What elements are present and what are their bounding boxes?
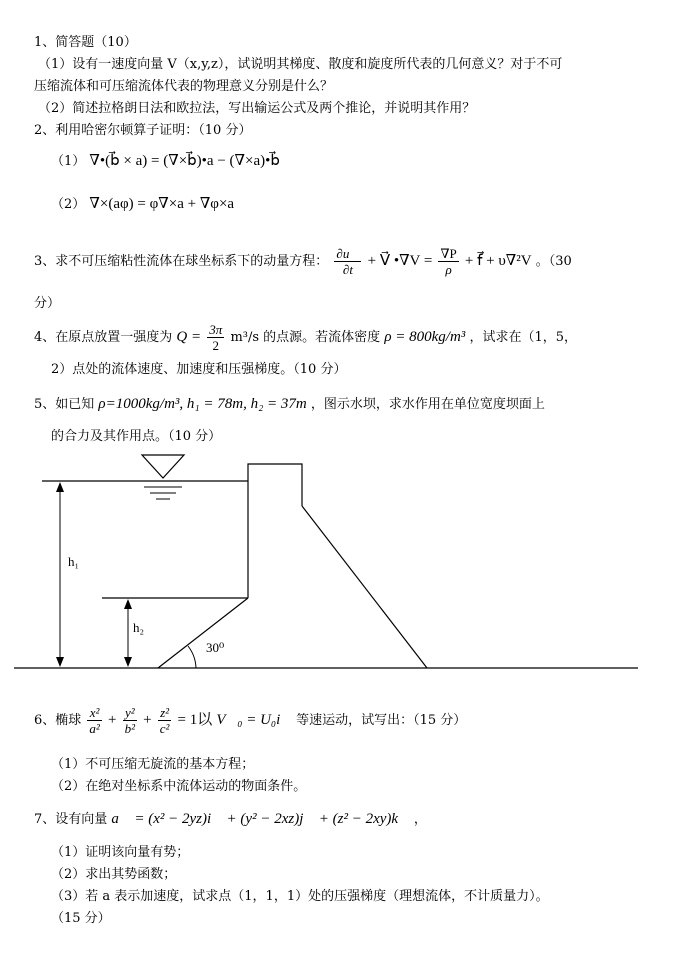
q2-sub1 xyxy=(51,153,280,170)
q3-score-end: 分） xyxy=(34,296,61,311)
q7-score: （15 分） xyxy=(51,911,111,926)
q4-density: ρ = 800kg/m³ xyxy=(384,329,466,345)
q1-part1-line2: 压缩流体和可压缩流体代表的物理意义分别是什么？ xyxy=(34,79,334,94)
q6-velocity: V⃗₀ = U₀i⃗ xyxy=(216,712,292,728)
q4-line1-a: 4、在原点放置一强度为 xyxy=(34,330,173,345)
q4-q-symbol: Q = xyxy=(176,329,202,345)
q6-sub1: （1）不可压缩无旋流的基本方程； xyxy=(51,757,255,772)
h2-arrow-top xyxy=(124,599,132,609)
q6-plus-1: + xyxy=(107,712,117,728)
q4-line1-d: ，试求在（1，5， xyxy=(469,330,577,345)
q2-title: 2、利用哈密尔顿算子证明：（10 分） xyxy=(34,123,252,138)
angle-arc xyxy=(188,646,196,668)
q4-fraction-3pi-2: $\frac{3\pi}{2}$ xyxy=(209,322,223,353)
angle-label: 30⁰ xyxy=(206,640,225,655)
water-level-marker xyxy=(142,455,184,478)
q7-sub1: （1）证明该向量有势； xyxy=(51,845,190,860)
dam-inclined-toe xyxy=(158,598,248,668)
q7-suffix: ， xyxy=(413,812,427,827)
q1-part1-line1: （1）设有一速度向量 V（x,y,z），试说明其梯度、散度和旋度所代表的几何意义？对于不可 xyxy=(38,57,563,72)
q2-sub1-formula: ∇•(b⃗ × a) = (∇×b⃗)•a − (∇×a)•b⃗ xyxy=(89,153,280,169)
h1-arrow-top xyxy=(56,482,64,492)
q6-suffix: 等速运动，试写出：（15 分） xyxy=(296,713,467,728)
q6-plus-2: + xyxy=(143,712,152,728)
q2-sub1-label: （1） xyxy=(51,154,86,169)
q3-prefix: 3、求不可压缩粘性流体在球坐标系下的动量方程： xyxy=(34,254,329,269)
q2-sub2-label: （2） xyxy=(51,197,86,212)
dam-figure xyxy=(0,448,679,680)
q6-prefix: 6、椭球 xyxy=(34,713,82,728)
q3-score: 。（30 xyxy=(535,254,572,269)
q5-given-values: ρ=1000kg/m³, h₁ = 78m, h₂ = 37m xyxy=(98,396,307,412)
q7-sub3: （3）若 a 表示加速度，试求点（1，1，1）处的压强梯度（理想流体，不计质量力）。 xyxy=(51,889,549,904)
q2-sub2-formula: ∇×(aφ) = φ∇×a + ∇φ×a xyxy=(89,196,235,212)
q5-line1-a: 5、如已知 xyxy=(34,397,95,412)
dam-body xyxy=(248,464,302,598)
q6-fraction-z: $\frac{\text{z²}}{\text{c²}}$ xyxy=(159,705,170,736)
q3-formula-mid: + V⃗ •∇V = xyxy=(367,253,433,269)
q5-line1-b: ，图示水坝，求水作用在单位宽度坝面上 xyxy=(310,397,545,412)
q3-line1 xyxy=(34,244,572,279)
h1-arrow-bottom xyxy=(56,657,64,667)
q7-line1 xyxy=(34,811,427,828)
q5-line1 xyxy=(34,396,545,413)
q6-mid: = 1以 xyxy=(177,712,213,728)
q4-line1 xyxy=(34,320,577,355)
q3-fraction-grad-p: $\frac{\nabla P}{\rho}$ xyxy=(440,246,457,277)
h1-label: h₁ xyxy=(68,554,80,569)
q6-fraction-y: $\frac{\text{y²}}{\text{b²}}$ xyxy=(124,705,135,736)
q5-line2: 的合力及其作用点。（10 分） xyxy=(51,429,222,444)
q3-fraction-du-dt: $\frac{\partial u⃗}{\partial t}$ xyxy=(336,246,360,277)
q6-line1 xyxy=(34,700,466,741)
q1-part2: （2）简述拉格朗日法和欧拉法，写出输运公式及两个推论，并说明其作用？ xyxy=(38,101,476,116)
q3-formula-tail: + f⃗ + υ∇²V xyxy=(464,253,532,269)
q1-title: 1、简答题（10） xyxy=(34,35,137,50)
q7-sub2: （2）求出其势函数； xyxy=(51,867,177,882)
q4-line2: 2）点处的流体速度、加速度和压强梯度。（10 分） xyxy=(51,362,347,377)
h2-label: h₂ xyxy=(133,620,145,635)
q2-sub2 xyxy=(51,196,234,213)
q4-line1-b: m³/s 的点源。若流体密度 xyxy=(230,330,381,345)
h2-arrow-bottom xyxy=(124,657,132,667)
q7-prefix: 7、设有向量 xyxy=(34,812,108,827)
q6-fraction-x: $\frac{\text{x²}}{\text{a²}}$ xyxy=(89,705,100,736)
q7-formula: a⃗ = (x² − 2yz)i⃗ + (y² − 2xz)j⃗ + (z² − 2xy)k⃗ xyxy=(111,811,410,827)
q6-sub2: （2）在绝对坐标系中流体运动的物面条件。 xyxy=(51,779,307,794)
dam-downstream-face xyxy=(302,506,427,668)
